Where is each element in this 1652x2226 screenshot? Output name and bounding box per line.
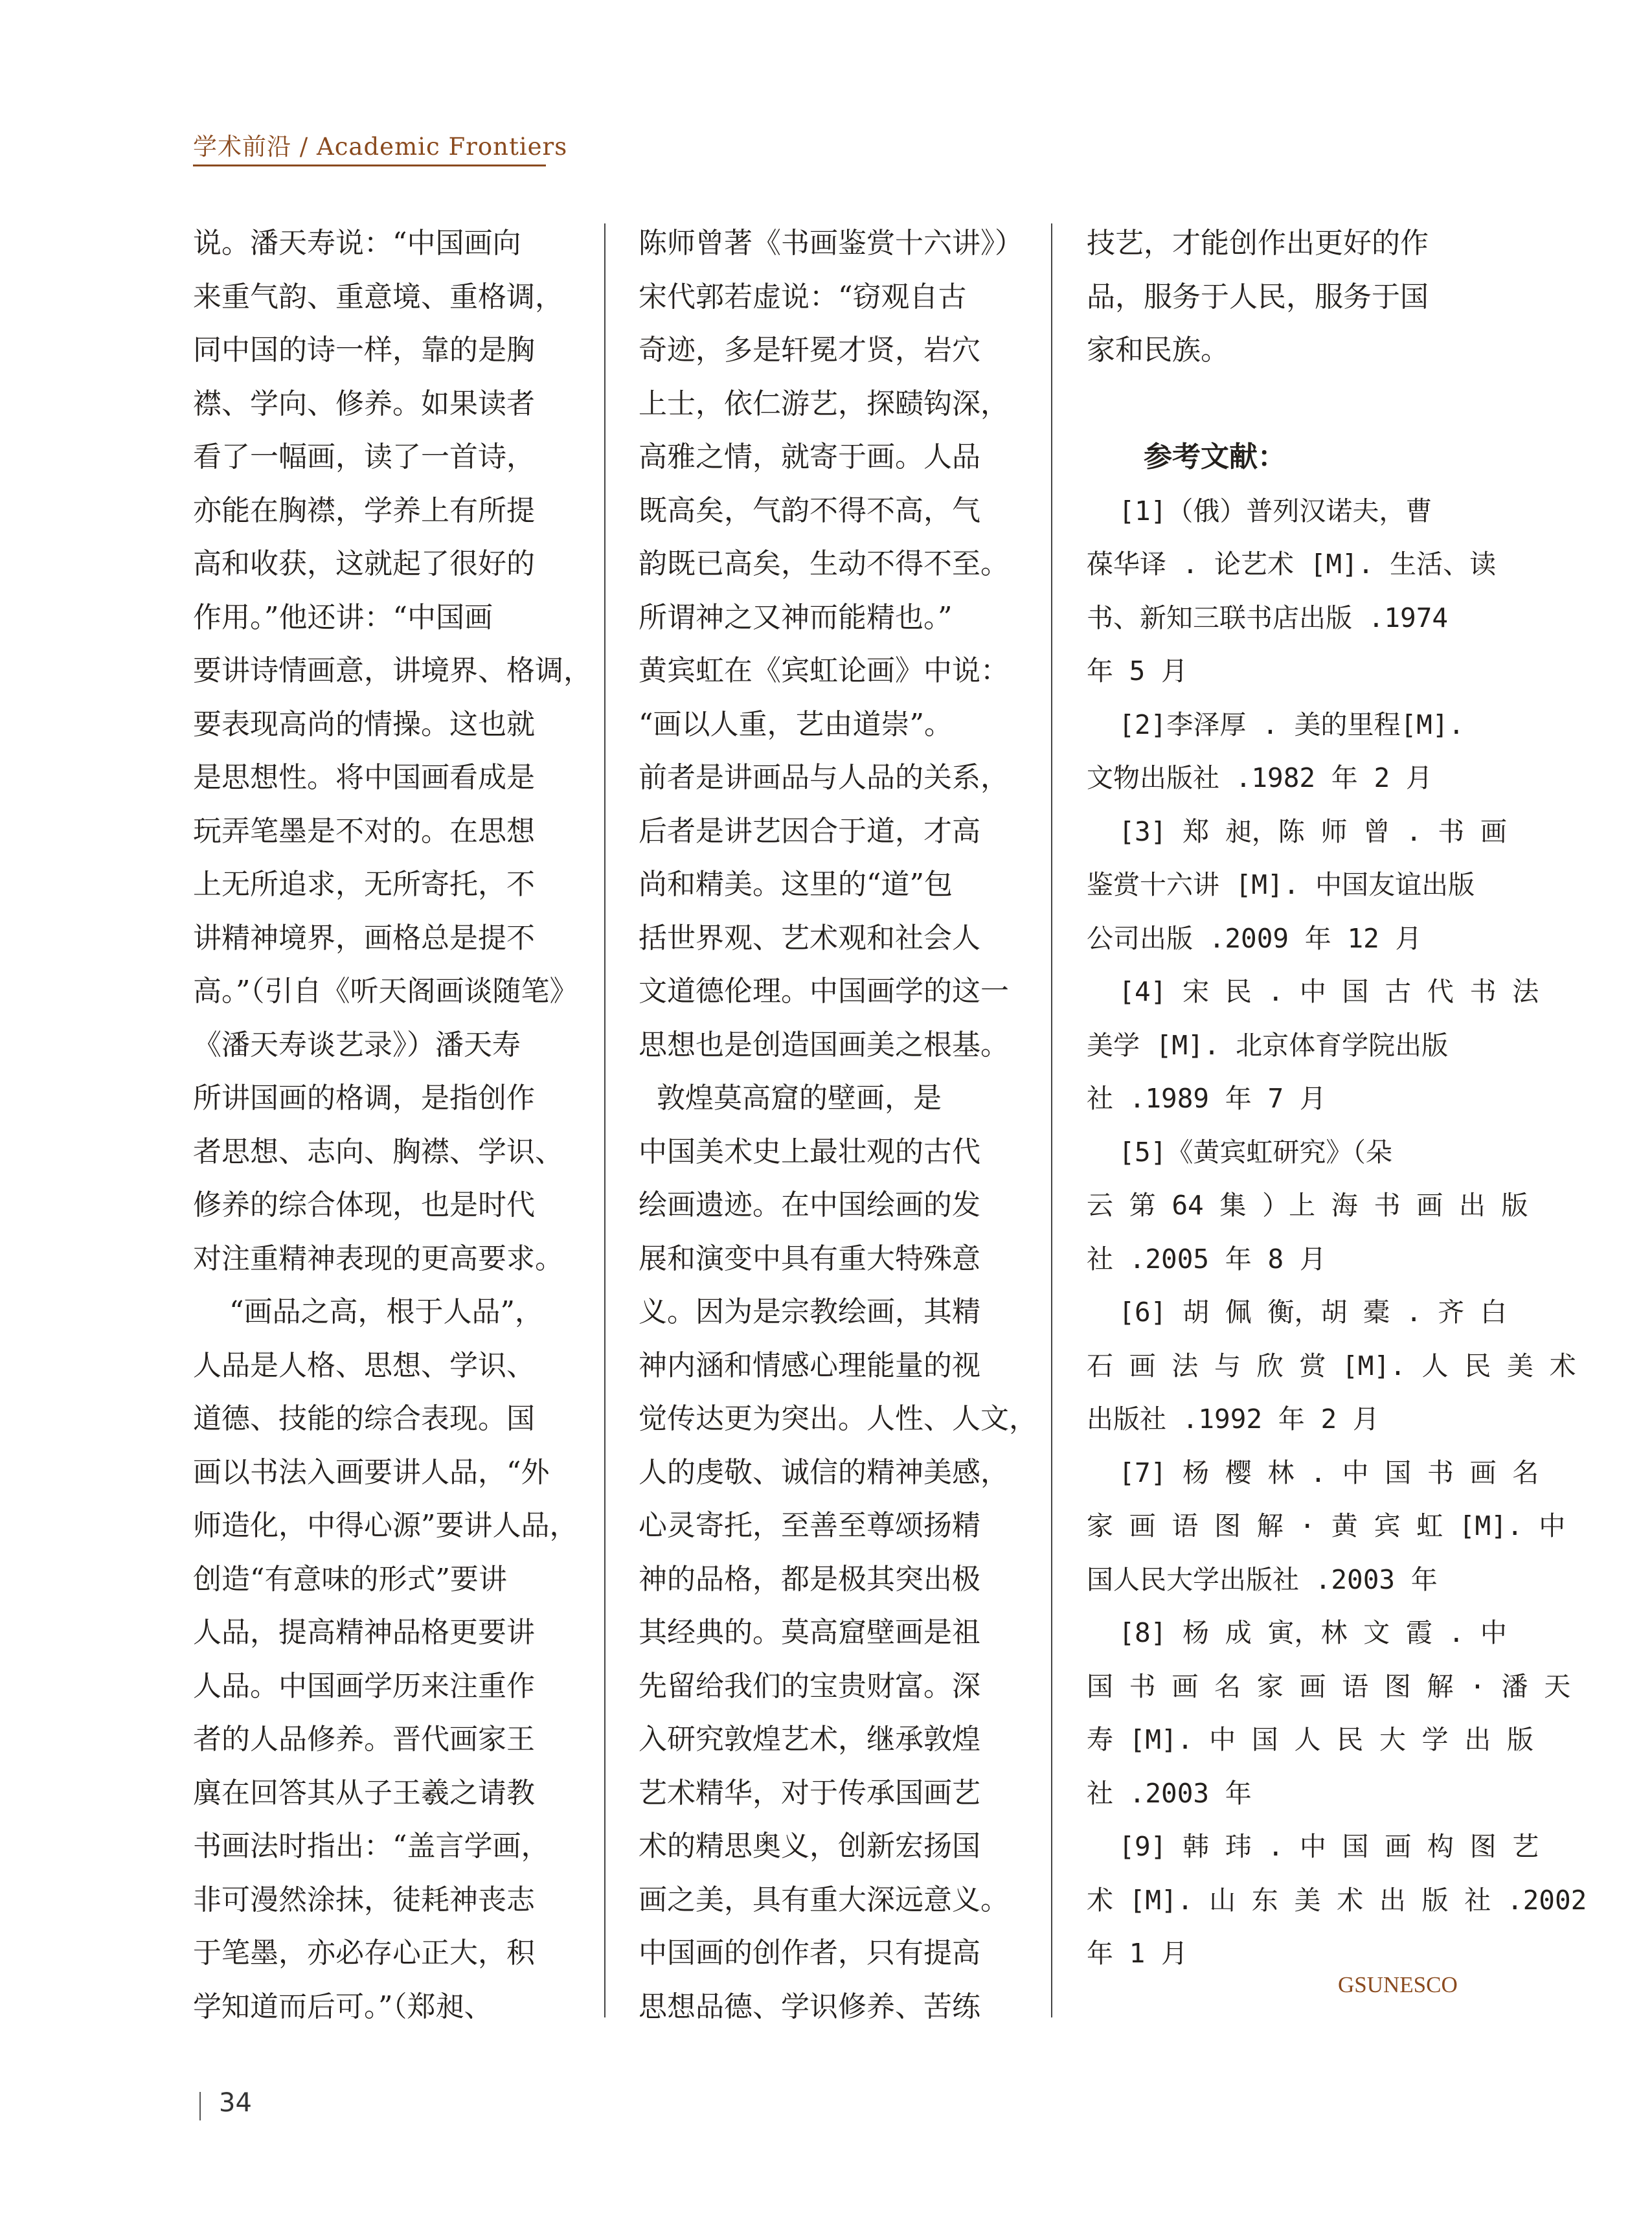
text-line: 高和收获，这就起了很好的 xyxy=(193,547,535,580)
text-line: [5]《黄宾虹研究》（朵 xyxy=(1087,1136,1392,1168)
text-line: 讲精神境界，画格总是提不 xyxy=(193,921,535,955)
text-line: 术 [M]. 山 东 美 术 出 版 社 .2002 xyxy=(1087,1884,1587,1916)
text-line: 人品。中国画学历来注重作 xyxy=(193,1669,535,1703)
text-line: 陈师曾著《书画鉴赏十六讲》） xyxy=(639,227,1023,260)
text-line: 石 画 法 与 欣 赏 [M]. 人 民 美 术 xyxy=(1087,1350,1576,1381)
text-line: 修养的综合体现，也是时代 xyxy=(193,1188,535,1221)
text-line: 中国画的创作者，只有提高 xyxy=(639,1936,980,1970)
text-line: 道德、技能的综合表现。国 xyxy=(193,1402,535,1435)
text-line: 者思想、志向、胸襟、学识、 xyxy=(193,1135,563,1168)
text-line: 《潘天寿谈艺录》）潘天寿 xyxy=(193,1028,521,1062)
text-line: 襟、学向、修养。如果读者 xyxy=(193,387,535,420)
text-line: 社 .2003 年 xyxy=(1087,1777,1252,1809)
text-line: 先留给我们的宝贵财富。深 xyxy=(639,1669,980,1703)
text-line: 展和演变中具有重大特殊意 xyxy=(639,1242,980,1275)
text-line: [1]（俄）普列汉诺夫，曹 xyxy=(1087,495,1432,527)
text-line: 画以书法入画要讲人品，“外 xyxy=(193,1455,550,1489)
text-line: 书、新知三联书店出版 .1974 xyxy=(1087,602,1449,633)
text-line: 书画法时指出：“盖言学画， xyxy=(193,1830,550,1863)
text-line: 葆华译 . 论艺术 [M]. 生活、读 xyxy=(1087,549,1497,580)
text-line: 人的虔敬、诚信的精神美感， xyxy=(639,1455,1009,1489)
text-line: 上士，依仁游艺，探赜钩深， xyxy=(639,387,1009,420)
column-divider xyxy=(604,223,605,2017)
text-line: 上无所追求，无所寄托，不 xyxy=(193,868,535,901)
text-line: 同中国的诗一样，靠的是胸 xyxy=(193,334,535,367)
text-line: 尚和精美。这里的“道”包 xyxy=(639,868,953,901)
text-line: 所谓神之又神而能精也。” xyxy=(639,600,953,634)
text-line: “画以人重，艺由道崇”。 xyxy=(639,707,953,741)
spacer xyxy=(1087,378,1587,431)
column-2 xyxy=(639,217,1037,2034)
text-line: 术的精思奥义，创新宏扬国 xyxy=(639,1830,980,1863)
text-line: 要讲诗情画意，讲境界、格调， xyxy=(193,654,592,687)
text-line: 出版社 .1992 年 2 月 xyxy=(1087,1403,1379,1435)
text-line: 鉴赏十六讲 [M]. 中国友谊出版 xyxy=(1087,869,1475,900)
text-line: 亦能在胸襟，学养上有所提 xyxy=(193,494,535,527)
text-line: 宋代郭若虚说：“窃观自古 xyxy=(639,280,967,313)
text-line: 寿 [M]. 中 国 人 民 大 学 出 版 xyxy=(1087,1724,1533,1755)
text-line: 对注重精神表现的更高要求。 xyxy=(193,1242,563,1275)
text-line: 中国美术史上最壮观的古代 xyxy=(639,1135,980,1168)
text-line: 家 画 语 图 解 · 黄 宾 虹 [M]. 中 xyxy=(1087,1510,1566,1541)
text-line: 高雅之情，就寄于画。人品 xyxy=(639,440,980,473)
text-line: 是思想性。将中国画看成是 xyxy=(193,761,535,794)
text-line: 心灵寄托，至善至尊颂扬精 xyxy=(639,1509,980,1542)
text-line: 要表现高尚的情操。这也就 xyxy=(193,707,535,741)
text-line: 后者是讲艺因合于道，才高 xyxy=(639,814,980,848)
text-line: 文道德伦理。中国画学的这一 xyxy=(639,975,1009,1008)
text-line: 觉传达更为突出。人性、人文， xyxy=(639,1402,1037,1435)
text-line: 家和民族。 xyxy=(1087,334,1229,367)
text-line: 神内涵和情感心理能量的视 xyxy=(639,1348,980,1382)
text-line: 学知道而后可。”（郑昶、 xyxy=(193,1990,493,2023)
text-line: 其经典的。莫高窟壁画是祖 xyxy=(639,1616,980,1649)
text-line: 人品是人格、思想、学识、 xyxy=(193,1348,535,1382)
text-line: 年 5 月 xyxy=(1087,655,1188,687)
text-line: 者的人品修养。晋代画家王 xyxy=(193,1723,535,1756)
header-rule xyxy=(193,165,546,166)
column-3 xyxy=(1087,217,1587,1981)
text-line: “画品之高，根于人品”， xyxy=(193,1295,543,1328)
text-line: 黄宾虹在《宾虹论画》中说： xyxy=(639,654,1009,687)
text-line: 公司出版 .2009 年 12 月 xyxy=(1087,922,1422,954)
text-line: 看了一幅画，读了一首诗， xyxy=(193,440,535,473)
text-line: [7] 杨 樱 林 . 中 国 书 画 名 xyxy=(1087,1457,1539,1488)
text-line: 非可漫然涂抹，徒耗神丧志 xyxy=(193,1883,535,1916)
text-line: [6] 胡 佩 衡，胡 橐 . 齐 白 xyxy=(1087,1297,1507,1328)
text-line: [2]李泽厚 . 美的里程[M]. xyxy=(1087,709,1465,740)
text-line: 说。潘天寿说：“中国画向 xyxy=(193,227,521,260)
text-line: 玩弄笔墨是不对的。在思想 xyxy=(193,814,535,848)
text-line: 义。因为是宗教绘画，其精 xyxy=(639,1295,980,1328)
text-line: [8] 杨 成 寅，林 文 霞 . 中 xyxy=(1087,1617,1507,1648)
text-line: 文物出版社 .1982 年 2 月 xyxy=(1087,762,1432,793)
references-title: 参考文献： xyxy=(1144,440,1286,473)
text-line: 高。”（引自《听天阁画谈随笔》 xyxy=(193,975,578,1008)
text-line: 前者是讲画品与人品的关系， xyxy=(639,761,1009,794)
text-line: 入研究敦煌艺术，继承敦煌 xyxy=(639,1723,980,1756)
text-line: 社 .1989 年 7 月 xyxy=(1087,1083,1326,1114)
text-line: 奇迹，多是轩冕才贤，岩穴 xyxy=(639,334,980,367)
text-line: 人品，提高精神品格更要讲 xyxy=(193,1616,535,1649)
text-line: 韵既已高矣，生动不得不至。 xyxy=(639,547,1009,580)
text-line: 绘画遗迹。在中国绘画的发 xyxy=(639,1188,980,1221)
text-line: 敦煌莫高窟的壁画，是 xyxy=(639,1082,942,1115)
text-line: [9] 韩 玮 . 中 国 画 构 图 艺 xyxy=(1087,1831,1539,1862)
text-line: 画之美，具有重大深远意义。 xyxy=(639,1883,1009,1916)
text-line: 于笔墨，亦必存心正大，积 xyxy=(193,1936,535,1970)
text-line: 技艺，才能创作出更好的作 xyxy=(1087,227,1429,260)
text-line: 思想品德、学识修养、苦练 xyxy=(639,1990,980,2023)
page-number: 34 xyxy=(219,2088,252,2118)
text-line: 艺术精华，对于传承国画艺 xyxy=(639,1776,980,1810)
text-line: 年 1 月 xyxy=(1087,1938,1188,1969)
page-header-title: 学术前沿 / Academic Frontiers xyxy=(193,133,568,161)
text-line: [4] 宋 民 . 中 国 古 代 书 法 xyxy=(1087,976,1539,1007)
text-line: 国 书 画 名 家 画 语 图 解 · 潘 天 xyxy=(1087,1670,1571,1702)
column-divider xyxy=(1051,223,1052,2017)
page-number-mark xyxy=(199,2092,201,2120)
text-line: 云 第 64 集 ）上 海 书 画 出 版 xyxy=(1087,1190,1528,1221)
text-line: 既高矣，气韵不得不高，气 xyxy=(639,494,980,527)
text-line: 社 .2005 年 8 月 xyxy=(1087,1243,1326,1275)
text-line: 所讲国画的格调，是指创作 xyxy=(193,1082,535,1115)
footer-brand: GSUNESCO xyxy=(1338,1972,1458,1997)
text-line: 神的品格，都是极其突出极 xyxy=(639,1562,980,1596)
column-1 xyxy=(193,217,592,2034)
text-line: 美学 [M]. 北京体育学院出版 xyxy=(1087,1029,1449,1061)
text-line: 作用。”他还讲：“中国画 xyxy=(193,600,493,634)
text-line: 廙在回答其从子王羲之请教 xyxy=(193,1776,535,1810)
text-line: 创造“有意味的形式”要讲 xyxy=(193,1562,507,1596)
text-line: 括世界观、艺术观和社会人 xyxy=(639,921,980,955)
text-line: [3] 郑 昶，陈 师 曾 . 书 画 xyxy=(1087,815,1507,847)
text-line: 品，服务于人民，服务于国 xyxy=(1087,280,1429,313)
text-line: 来重气韵、重意境、重格调， xyxy=(193,280,563,313)
text-line: 国人民大学出版社 .2003 年 xyxy=(1087,1563,1438,1595)
text-line: 师造化，中得心源”要讲人品， xyxy=(193,1509,578,1542)
text-line: 思想也是创造国画美之根基。 xyxy=(639,1028,1009,1062)
